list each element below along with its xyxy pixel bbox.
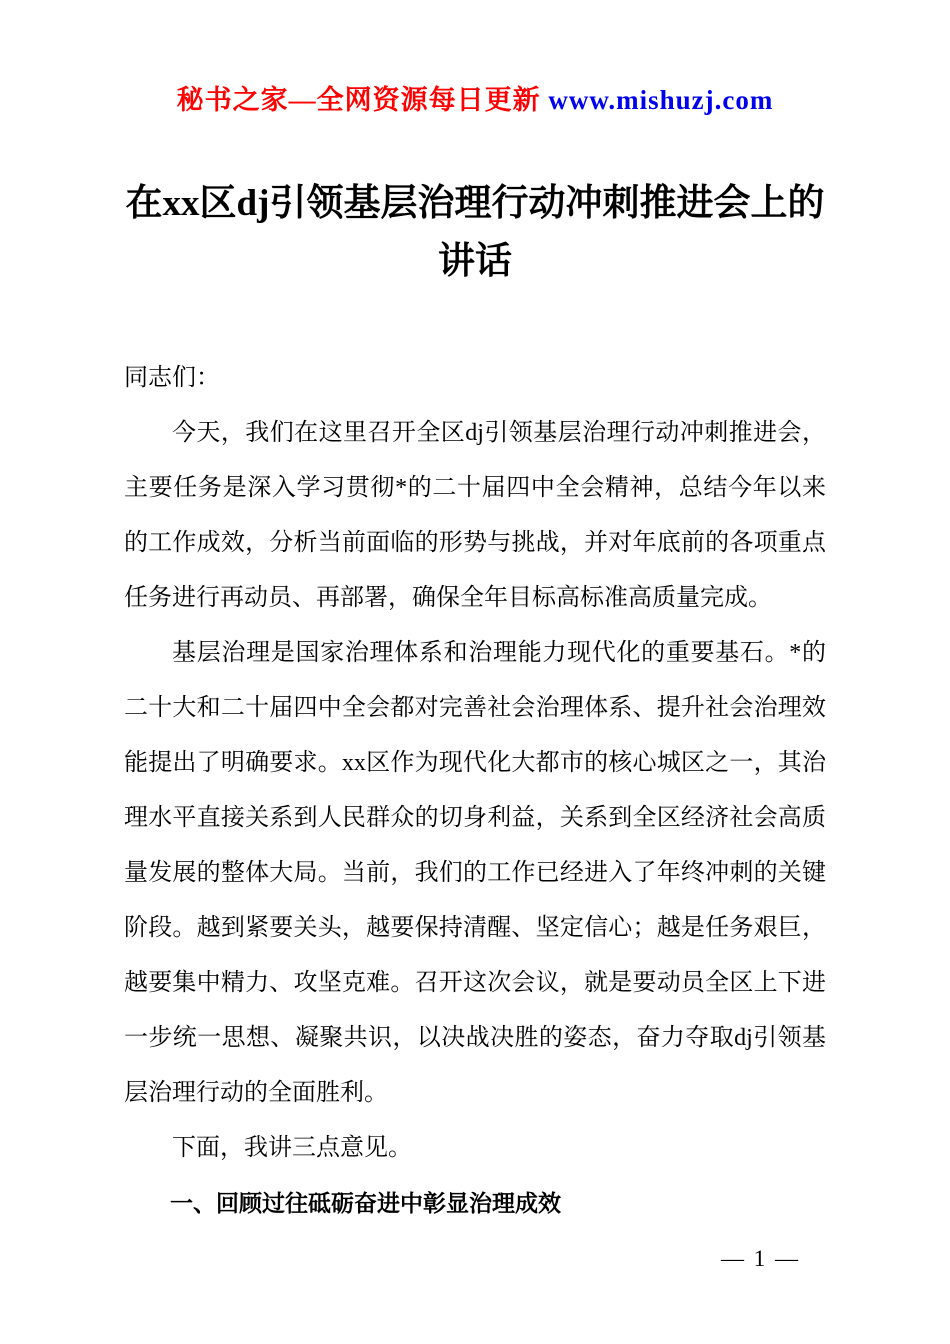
salutation: 同志们： bbox=[124, 365, 220, 391]
site-url-link[interactable]: www.mishuzj.com bbox=[548, 85, 774, 115]
site-brand: 秘书之家 bbox=[176, 85, 289, 115]
paragraph: 下面，我讲三点意见。 bbox=[172, 1135, 412, 1161]
paragraph: 今天，我们在这里召开全区dj引领基层治理行动冲刺推进会，主要任务是深入学习贯彻*的二十届四中全会精神，总结今年以来的工作成效，分析当前面临的形势与挑战，并对年底前的各项重点任务进行再动员、再部署，确保全年目标高标准高质量完成。 bbox=[124, 420, 826, 611]
document-title: 在xx区dj引领基层治理行动冲刺推进会上的讲话 bbox=[125, 183, 825, 282]
section-heading: 一、回顾过往砥砺奋进中彰显治理成效 bbox=[170, 1190, 561, 1216]
paragraph: 基层治理是国家治理体系和治理能力现代化的重要基石。*的二十大和二十届四中全会都对完善社会治理体系、提升社会治理效能提出了明确要求。xx区作为现代化大都市的核心城区之一，其治理水平直接关系到人民群众的切身利益，关系到全区经济社会高质量发展的整体大局。当前，我们的工作已经进入了年终冲刺的关键阶段。越到紧要关头，越要保持清醒、坚定信心；越是任务艰巨，越要集中精力、攻坚克难。召开这次会议，就是要动员全区上下进一步统一思想、凝聚共识，以决战决胜的姿态，奋力夺取dj引领基层治理行动的全面胜利。 bbox=[124, 640, 826, 1106]
document-body bbox=[124, 351, 826, 1231]
site-banner bbox=[124, 78, 826, 117]
site-tagline: —全网资源每日更新 bbox=[288, 85, 541, 115]
page-number: — 1 — bbox=[721, 1246, 800, 1271]
